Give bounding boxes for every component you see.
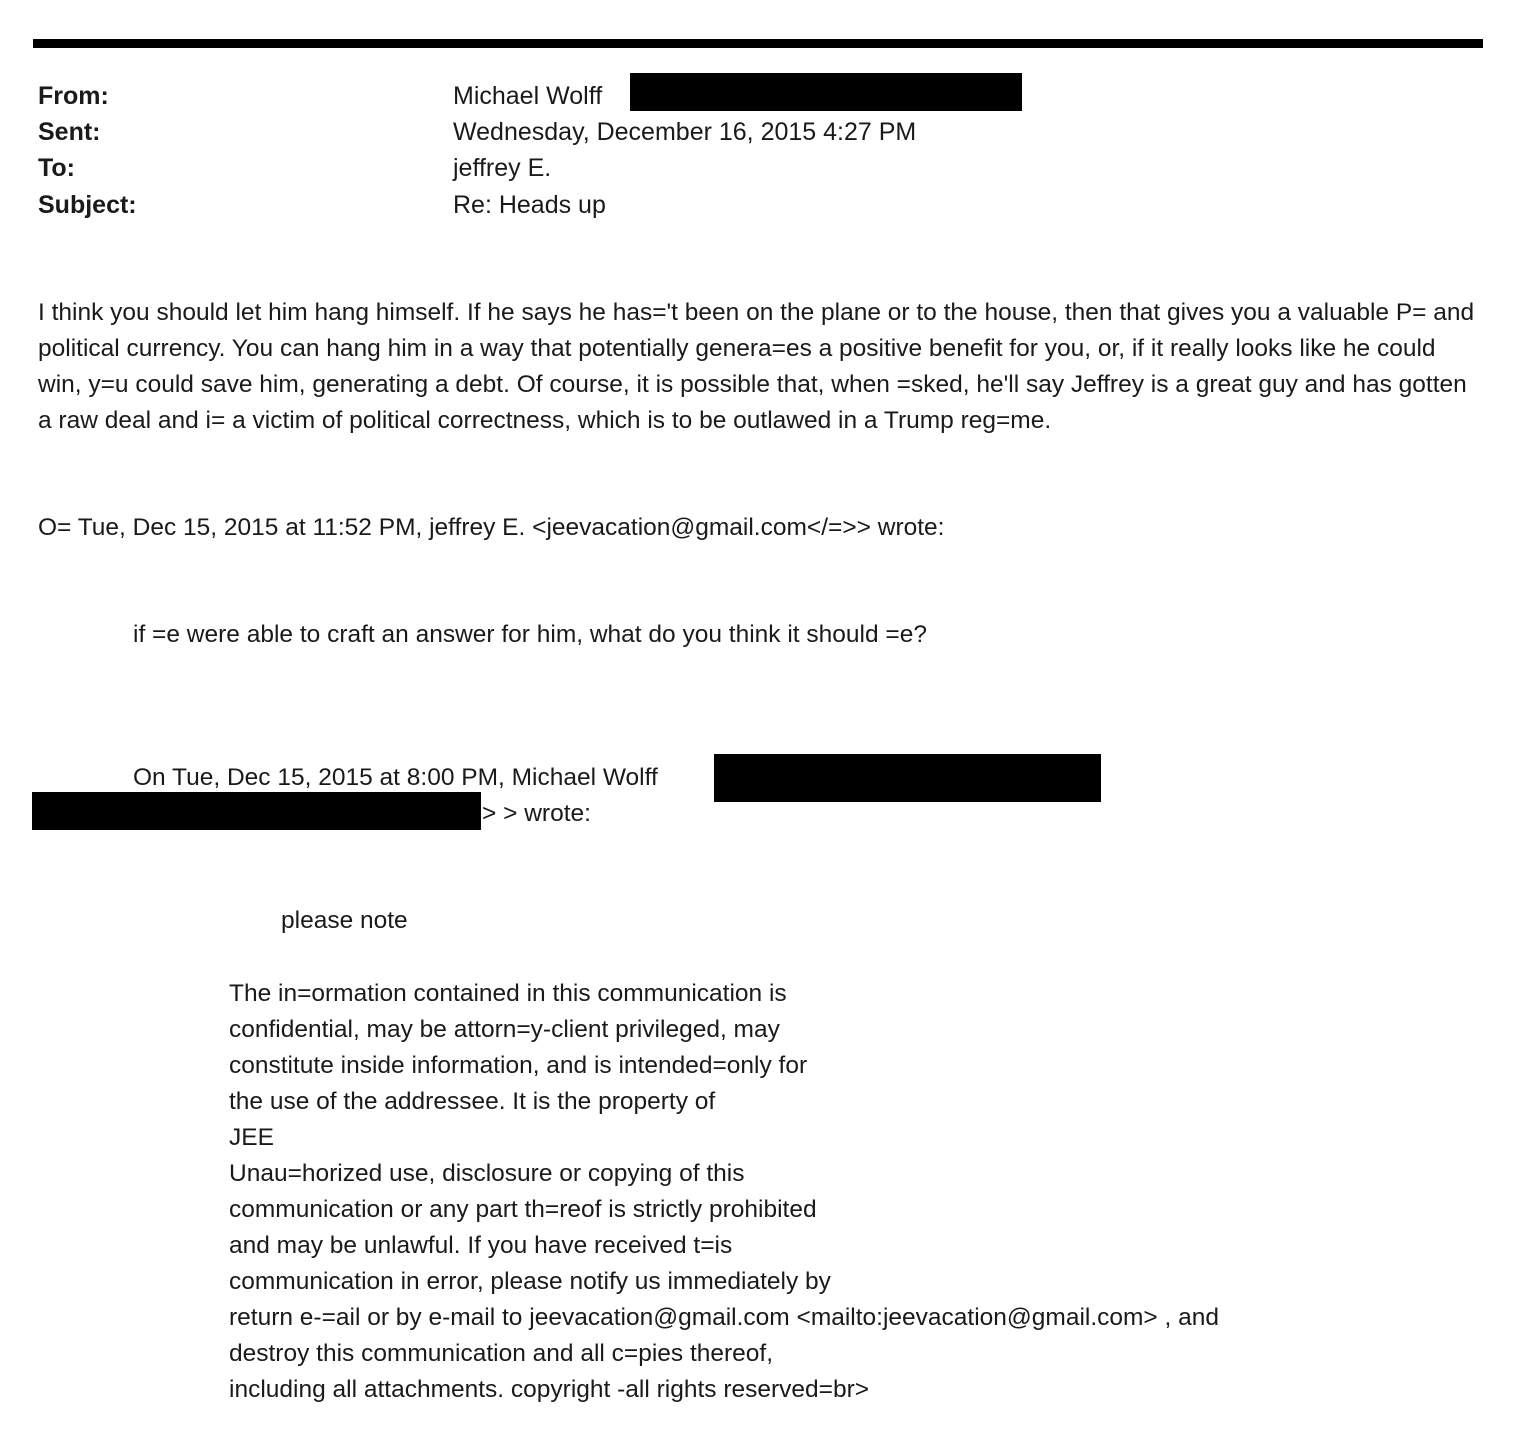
- to-value: jeffrey E.: [453, 154, 552, 182]
- disclaimer-line: Unau=horized use, disclosure or copying of this: [229, 1160, 745, 1187]
- reply-paragraph: I think you should let him hang himself. If he says he has='t been on the plane or to the house, then that gives you a valuable P= and political currency. You can hang him in a way that potentially genera=es a positive benefit for you, or, if it really looks like he could win, y=u could save him, generating a debt. Of course, it is possible that, when =sked, he'll say Jeffrey is a great guy and has gotten a raw deal and i= a victim of political correctness, which is to be outlawed in a Trump reg=me.: [38, 299, 1475, 434]
- disclaimer-line: communication or any part th=reof is strictly prohibited: [229, 1196, 817, 1223]
- from-label: From:: [38, 82, 109, 110]
- redaction-box: [630, 73, 1022, 111]
- subject-label: Subject:: [38, 191, 137, 219]
- disclaimer-line: and may be unlawful. If you have received t=is: [229, 1232, 733, 1259]
- redaction-box: [32, 792, 481, 830]
- from-value: Michael Wolff: [453, 82, 603, 110]
- sent-value: Wednesday, December 16, 2015 4:27 PM: [453, 118, 917, 146]
- subject-value: Re: Heads up: [453, 191, 606, 219]
- disclaimer-line: JEE: [229, 1124, 274, 1151]
- disclaimer-line: including all attachments. copyright -all rights reserved=br>: [229, 1376, 870, 1403]
- disclaimer-line: The in=ormation contained in this communication is: [229, 980, 787, 1007]
- quote2-text: please note: [281, 907, 408, 934]
- header-rule: [33, 39, 1483, 48]
- quote2-attribution-end: > > wrote:: [482, 800, 591, 827]
- redaction-box: [714, 754, 1101, 802]
- quote1-text: if =e were able to craft an answer for him, what do you think it should =e?: [133, 621, 927, 648]
- sent-label: Sent:: [38, 118, 101, 146]
- quote1-attribution: O= Tue, Dec 15, 2015 at 11:52 PM, jeffrey E. <jeevacation@gmail.com</=>> wrote:: [38, 514, 945, 541]
- disclaimer-line: return e-=ail or by e-mail to jeevacation@gmail.com <mailto:jeevacation@gmail.com> , and: [229, 1304, 1220, 1331]
- disclaimer-line: confidential, may be attorn=y-client privileged, may: [229, 1016, 780, 1043]
- disclaimer-line: the use of the addressee. It is the property of: [229, 1088, 716, 1115]
- quote2-attribution-start: On Tue, Dec 15, 2015 at 8:00 PM, Michael Wolff: [133, 764, 658, 791]
- to-label: To:: [38, 154, 76, 182]
- disclaimer-line: constitute inside information, and is intended=only for: [229, 1052, 808, 1079]
- disclaimer-line: communication in error, please notify us immediately by: [229, 1268, 831, 1295]
- disclaimer-line: destroy this communication and all c=pies thereof,: [229, 1340, 774, 1367]
